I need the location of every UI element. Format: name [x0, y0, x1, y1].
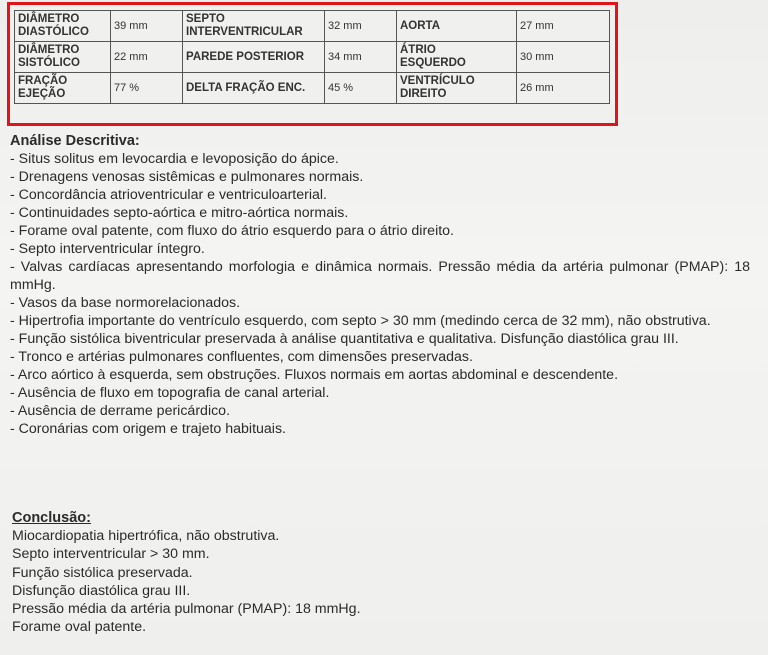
measure-label: SEPTO INTERVENTRICULAR: [183, 11, 325, 42]
list-item: - Função sistólica biventricular preservada à análise quantitativa e qualitativa. Disfunção diastólica grau III.: [10, 331, 679, 347]
measure-label: DIÂMETRO DIASTÓLICO: [15, 11, 111, 42]
measure-value: 32 mm: [325, 11, 397, 42]
measure-value: 22 mm: [111, 42, 183, 73]
list-item: - Vasos da base normorelacionados.: [10, 295, 241, 311]
measure-label: PAREDE POSTERIOR: [183, 42, 325, 73]
list-item: - Coronárias com origem e trajeto habituais.: [10, 421, 286, 437]
descriptive-analysis: [10, 132, 750, 438]
table-row: [15, 42, 610, 73]
list-item: - Concordância atrioventricular e ventriculoarterial.: [10, 187, 327, 203]
table-row: [15, 11, 610, 42]
list-item: Função sistólica preservada.: [12, 564, 193, 581]
list-item: - Arco aórtico à esquerda, sem obstruções. Fluxos normais em aortas abdominal e descendente.: [10, 367, 619, 383]
list-item: Disfunção diastólica grau III.: [12, 582, 191, 599]
conclusion-list: [12, 527, 612, 636]
list-item: - Continuidades septo-aórtica e mitro-aórtica normais.: [10, 205, 349, 221]
list-item: - Valvas cardíacas apresentando morfologia e dinâmica normais. Pressão média da artéria pulmonar (PMAP): 18 mmHg.: [10, 259, 750, 293]
list-item: - Situs solitus em levocardia e levoposição do ápice.: [10, 151, 339, 167]
measure-value: 77 %: [111, 73, 183, 104]
measure-label: DIÂMETRO SISTÓLICO: [15, 42, 111, 73]
measurements-table: [14, 10, 610, 104]
list-item: - Ausência de derrame pericárdico.: [10, 403, 231, 419]
measure-value: 27 mm: [517, 11, 610, 42]
measure-value: 34 mm: [325, 42, 397, 73]
list-item: - Drenagens venosas sistêmicas e pulmonares normais.: [10, 169, 364, 185]
measure-value: 45 %: [325, 73, 397, 104]
conclusion-title: Conclusão:: [12, 510, 91, 526]
list-item: - Septo interventricular íntegro.: [10, 241, 205, 257]
table-row: [15, 73, 610, 104]
findings-list: [10, 150, 750, 438]
measure-label: DELTA FRAÇÃO ENC.: [183, 73, 325, 104]
list-item: Miocardiopatia hipertrófica, não obstrutiva.: [12, 528, 280, 545]
list-item: - Tronco e artérias pulmonares confluentes, com dimensões preservadas.: [10, 349, 473, 365]
measure-label: VENTRÍCULO DIREITO: [397, 73, 517, 104]
measure-value: 30 mm: [517, 42, 610, 73]
measure-label: AORTA: [397, 11, 517, 42]
list-item: Forame oval patente.: [12, 619, 147, 636]
measure-value: 39 mm: [111, 11, 183, 42]
list-item: - Ausência de fluxo em topografia de canal arterial.: [10, 385, 330, 401]
measure-label: FRAÇÃO EJEÇÃO: [15, 73, 111, 104]
measure-label: ÁTRIO ESQUERDO: [397, 42, 517, 73]
list-item: - Forame oval patente, com fluxo do átrio esquerdo para o átrio direito.: [10, 223, 454, 239]
list-item: Septo interventricular > 30 mm.: [12, 546, 210, 563]
list-item: - Hipertrofia importante do ventrículo esquerdo, com septo > 30 mm (medindo cerca de 32 mm), não obstrutiva.: [10, 313, 711, 329]
analysis-title: Análise Descritiva:: [10, 133, 140, 149]
list-item: Pressão média da artéria pulmonar (PMAP): 18 mmHg.: [12, 601, 361, 618]
conclusion-section: [12, 509, 612, 636]
measure-value: 26 mm: [517, 73, 610, 104]
